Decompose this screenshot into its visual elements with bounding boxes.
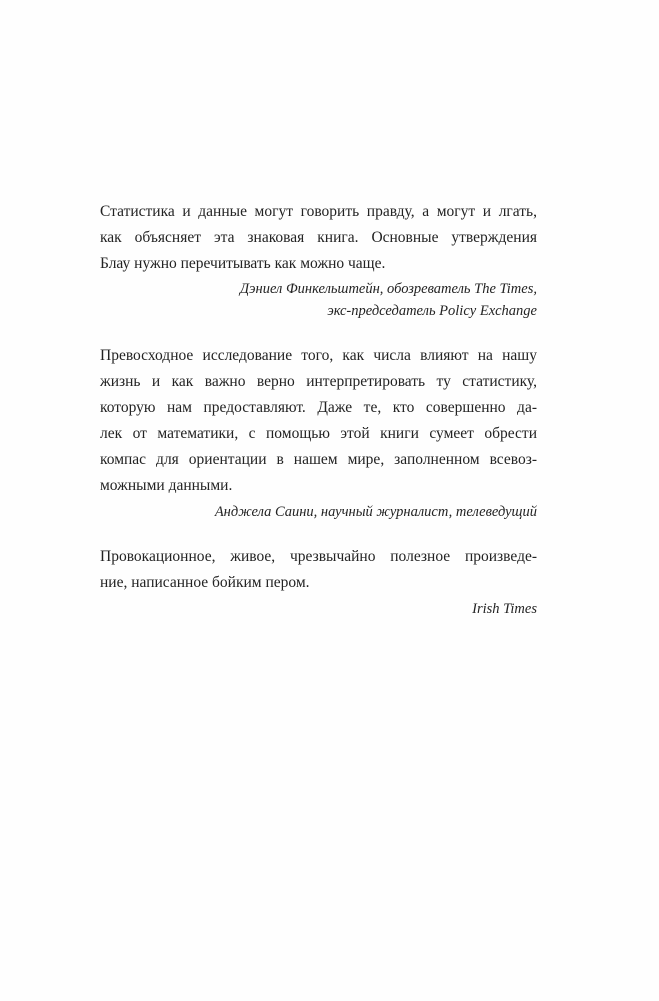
attribution-line: Irish Times <box>472 601 537 617</box>
attribution-line: Анджела Саини, научный журналист, телеведущий <box>214 504 537 520</box>
quote-line: можными данными. <box>100 477 233 494</box>
quote-line: как объясняет эта знаковая книга. Основные утверждения <box>100 229 537 246</box>
quote-line: жизнь и как важно верно интерпретировать ту статистику, <box>100 373 537 390</box>
quote-line: лек от математики, с помощью этой книги сумеет обрести <box>100 425 537 442</box>
quote-line: Блау нужно перечитывать как можно чаще. <box>100 255 386 272</box>
blurb-quote-1 <box>100 199 537 277</box>
quote-line: Превосходное исследование того, как числа влияют на нашу <box>100 347 537 364</box>
blurb-quote-2 <box>100 343 537 499</box>
quote-line: компас для ориентации в нашем мире, заполненном всевоз- <box>100 451 537 468</box>
quote-line: которую нам предоставляют. Даже те, кто совершенно да- <box>100 399 537 416</box>
blurb-attribution-3 <box>100 598 537 620</box>
quote-line: Провокационное, живое, чрезвычайно полезное произведе- <box>100 548 537 565</box>
blurb-attribution-2 <box>100 501 537 523</box>
quote-line: ние, написанное бойким пером. <box>100 574 310 591</box>
attribution-line: экс-председатель Policy Exchange <box>327 303 537 319</box>
quote-line: Статистика и данные могут говорить правду, а могут и лгать, <box>100 203 537 220</box>
blurb-attribution-1 <box>100 278 537 322</box>
attribution-line: Дэниел Финкельштейн, обозреватель The Times, <box>239 281 537 297</box>
blurb-quote-3 <box>100 544 537 596</box>
